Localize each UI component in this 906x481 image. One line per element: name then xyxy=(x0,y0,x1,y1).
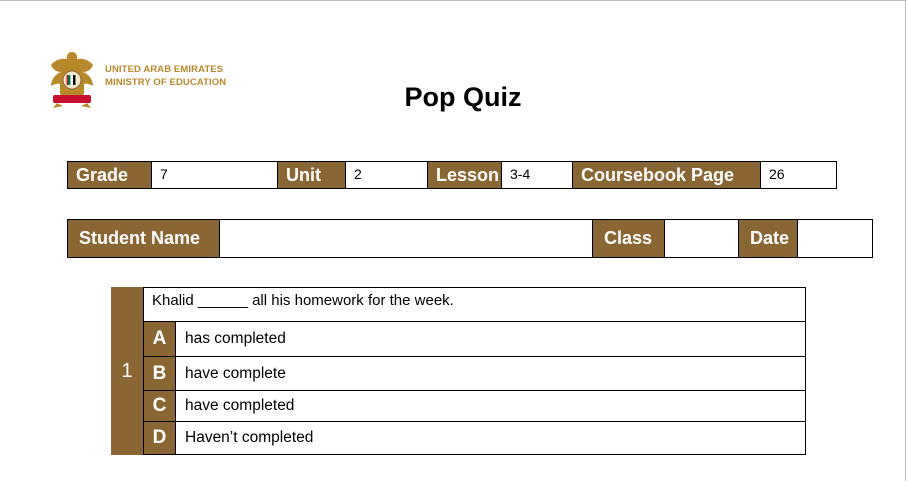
option-a[interactable] xyxy=(143,322,806,357)
class-label: Class xyxy=(593,220,665,257)
grade-value[interactable]: 7 xyxy=(152,162,278,188)
option-d-text: Haven’t completed xyxy=(185,429,314,446)
ministry-line2: MINISTRY OF EDUCATION xyxy=(105,77,227,88)
lesson-info-row xyxy=(67,161,837,189)
coursebook-page-label: Coursebook Page xyxy=(573,162,761,188)
unit-value[interactable]: 2 xyxy=(346,162,428,188)
grade-label: Grade xyxy=(68,162,152,188)
question-block xyxy=(111,287,806,455)
question-stem: Khalid ______ all his homework for the week. xyxy=(143,287,806,322)
option-a-letter: A xyxy=(144,322,176,356)
option-b-text: have complete xyxy=(185,364,286,382)
option-d[interactable] xyxy=(143,422,806,455)
lesson-label: Lesson xyxy=(428,162,502,188)
option-c-letter: C xyxy=(144,391,176,421)
lesson-value[interactable]: 3-4 xyxy=(502,162,573,188)
student-info-row xyxy=(67,219,873,258)
option-a-text: has completed xyxy=(185,330,286,347)
option-b[interactable] xyxy=(143,357,806,391)
student-name-field[interactable] xyxy=(220,220,593,257)
ministry-line1: UNITED ARAB EMIRATES xyxy=(105,64,224,75)
page-title: Pop Quiz xyxy=(404,82,522,112)
student-name-label: Student Name xyxy=(68,220,220,257)
class-field[interactable] xyxy=(665,220,739,257)
option-b-letter: B xyxy=(144,357,176,390)
date-label: Date xyxy=(739,220,798,257)
unit-label: Unit xyxy=(278,162,346,188)
option-d-letter: D xyxy=(144,422,176,454)
question-number: 1 xyxy=(111,287,143,455)
option-c-text: have completed xyxy=(185,397,295,414)
option-c[interactable] xyxy=(143,391,806,422)
coursebook-page-value[interactable]: 26 xyxy=(761,162,836,188)
date-field[interactable] xyxy=(798,220,872,257)
